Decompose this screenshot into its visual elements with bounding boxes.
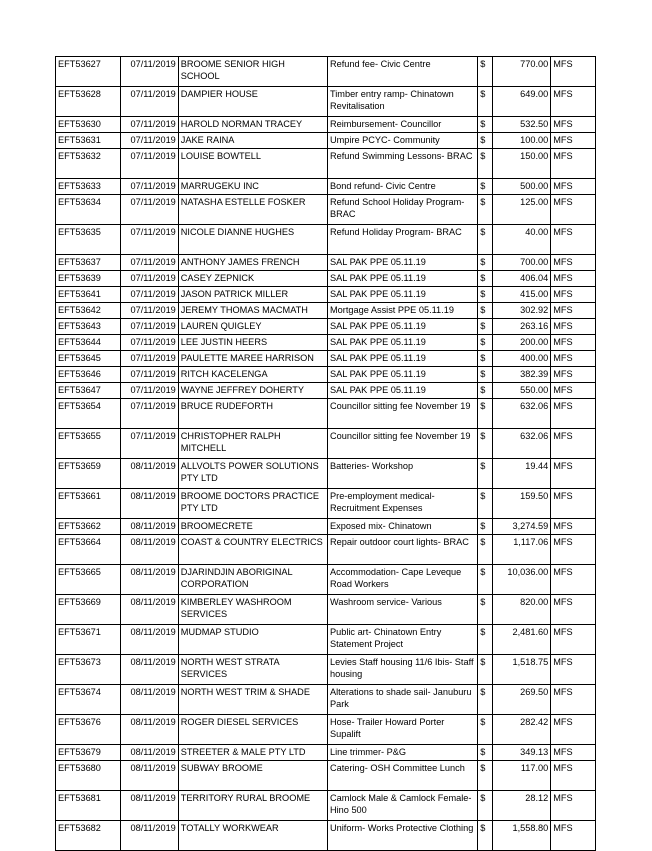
currency-cell: $ bbox=[478, 319, 493, 335]
reference-cell: EFT53680 bbox=[56, 761, 121, 791]
date-cell: 07/11/2019 bbox=[120, 195, 178, 225]
reference-cell: EFT53681 bbox=[56, 791, 121, 821]
currency-cell: $ bbox=[478, 459, 493, 489]
reference-cell: EFT53627 bbox=[56, 57, 121, 87]
amount-cell: 500.00 bbox=[493, 179, 551, 195]
description-cell: Repair outdoor court lights- BRAC bbox=[328, 535, 478, 565]
payee-cell: WAYNE JEFFREY DOHERTY bbox=[178, 383, 327, 399]
table-row bbox=[56, 335, 596, 351]
payee-cell: BROOME SENIOR HIGH SCHOOL bbox=[178, 57, 327, 87]
amount-cell: 100.00 bbox=[493, 133, 551, 149]
table-row bbox=[56, 535, 596, 565]
payee-cell: ALLVOLTS POWER SOLUTIONS PTY LTD bbox=[178, 459, 327, 489]
date-cell: 08/11/2019 bbox=[120, 459, 178, 489]
fund-cell: MFS bbox=[551, 459, 596, 489]
table-row bbox=[56, 271, 596, 287]
date-cell: 07/11/2019 bbox=[120, 149, 178, 179]
amount-cell: 263.16 bbox=[493, 319, 551, 335]
fund-cell: MFS bbox=[551, 149, 596, 179]
amount-cell: 406.04 bbox=[493, 271, 551, 287]
currency-cell: $ bbox=[478, 351, 493, 367]
table-row bbox=[56, 367, 596, 383]
table-row bbox=[56, 459, 596, 489]
amount-cell: 19.44 bbox=[493, 459, 551, 489]
amount-cell: 770.00 bbox=[493, 57, 551, 87]
description-cell: Refund fee- Civic Centre bbox=[328, 57, 478, 87]
description-cell: Line trimmer- P&G bbox=[328, 745, 478, 761]
description-cell: SAL PAK PPE 05.11.19 bbox=[328, 351, 478, 367]
table-row bbox=[56, 821, 596, 851]
currency-cell: $ bbox=[478, 179, 493, 195]
table-row bbox=[56, 303, 596, 319]
payee-cell: KIMBERLEY WASHROOM SERVICES bbox=[178, 595, 327, 625]
payee-cell: NORTH WEST TRIM & SHADE bbox=[178, 685, 327, 715]
date-cell: 08/11/2019 bbox=[120, 595, 178, 625]
table-row bbox=[56, 149, 596, 179]
payee-cell: NICOLE DIANNE HUGHES bbox=[178, 225, 327, 255]
table-row bbox=[56, 57, 596, 87]
reference-cell: EFT53641 bbox=[56, 287, 121, 303]
reference-cell: EFT53664 bbox=[56, 535, 121, 565]
fund-cell: MFS bbox=[551, 821, 596, 851]
date-cell: 07/11/2019 bbox=[120, 179, 178, 195]
reference-cell: EFT53665 bbox=[56, 565, 121, 595]
table-row bbox=[56, 255, 596, 271]
fund-cell: MFS bbox=[551, 133, 596, 149]
currency-cell: $ bbox=[478, 595, 493, 625]
payee-cell: RITCH KACELENGA bbox=[178, 367, 327, 383]
currency-cell: $ bbox=[478, 761, 493, 791]
description-cell: Public art- Chinatown Entry Statement Project bbox=[328, 625, 478, 655]
table-row bbox=[56, 179, 596, 195]
description-cell: Levies Staff housing 11/6 Ibis- Staff housing bbox=[328, 655, 478, 685]
currency-cell: $ bbox=[478, 821, 493, 851]
date-cell: 08/11/2019 bbox=[120, 565, 178, 595]
currency-cell: $ bbox=[478, 225, 493, 255]
currency-cell: $ bbox=[478, 303, 493, 319]
currency-cell: $ bbox=[478, 685, 493, 715]
amount-cell: 415.00 bbox=[493, 287, 551, 303]
date-cell: 08/11/2019 bbox=[120, 685, 178, 715]
payee-cell: SUBWAY BROOME bbox=[178, 761, 327, 791]
table-row bbox=[56, 565, 596, 595]
date-cell: 08/11/2019 bbox=[120, 489, 178, 519]
payee-cell: ROGER DIESEL SERVICES bbox=[178, 715, 327, 745]
fund-cell: MFS bbox=[551, 429, 596, 459]
description-cell: Hose- Trailer Howard Porter Supalift bbox=[328, 715, 478, 745]
date-cell: 07/11/2019 bbox=[120, 133, 178, 149]
payee-cell: TOTALLY WORKWEAR bbox=[178, 821, 327, 851]
date-cell: 07/11/2019 bbox=[120, 255, 178, 271]
payee-cell: DAMPIER HOUSE bbox=[178, 87, 327, 117]
reference-cell: EFT53662 bbox=[56, 519, 121, 535]
date-cell: 07/11/2019 bbox=[120, 399, 178, 429]
table-row bbox=[56, 655, 596, 685]
currency-cell: $ bbox=[478, 367, 493, 383]
table-row bbox=[56, 399, 596, 429]
fund-cell: MFS bbox=[551, 399, 596, 429]
description-cell: Umpire PCYC- Community bbox=[328, 133, 478, 149]
date-cell: 08/11/2019 bbox=[120, 745, 178, 761]
amount-cell: 159.50 bbox=[493, 489, 551, 519]
payee-cell: JASON PATRICK MILLER bbox=[178, 287, 327, 303]
fund-cell: MFS bbox=[551, 319, 596, 335]
fund-cell: MFS bbox=[551, 287, 596, 303]
amount-cell: 10,036.00 bbox=[493, 565, 551, 595]
date-cell: 08/11/2019 bbox=[120, 519, 178, 535]
fund-cell: MFS bbox=[551, 655, 596, 685]
description-cell: Uniform- Works Protective Clothing bbox=[328, 821, 478, 851]
currency-cell: $ bbox=[478, 117, 493, 133]
payee-cell: PAULETTE MAREE HARRISON bbox=[178, 351, 327, 367]
reference-cell: EFT53646 bbox=[56, 367, 121, 383]
date-cell: 07/11/2019 bbox=[120, 57, 178, 87]
date-cell: 08/11/2019 bbox=[120, 761, 178, 791]
currency-cell: $ bbox=[478, 519, 493, 535]
table-row bbox=[56, 87, 596, 117]
table-row bbox=[56, 117, 596, 133]
amount-cell: 125.00 bbox=[493, 195, 551, 225]
description-cell: SAL PAK PPE 05.11.19 bbox=[328, 255, 478, 271]
amount-cell: 269.50 bbox=[493, 685, 551, 715]
table-row bbox=[56, 595, 596, 625]
amount-cell: 3,274.59 bbox=[493, 519, 551, 535]
date-cell: 07/11/2019 bbox=[120, 383, 178, 399]
fund-cell: MFS bbox=[551, 225, 596, 255]
reference-cell: EFT53633 bbox=[56, 179, 121, 195]
amount-cell: 200.00 bbox=[493, 335, 551, 351]
currency-cell: $ bbox=[478, 565, 493, 595]
reference-cell: EFT53630 bbox=[56, 117, 121, 133]
reference-cell: EFT53673 bbox=[56, 655, 121, 685]
currency-cell: $ bbox=[478, 335, 493, 351]
reference-cell: EFT53679 bbox=[56, 745, 121, 761]
currency-cell: $ bbox=[478, 383, 493, 399]
fund-cell: MFS bbox=[551, 715, 596, 745]
payee-cell: NATASHA ESTELLE FOSKER bbox=[178, 195, 327, 225]
date-cell: 07/11/2019 bbox=[120, 335, 178, 351]
payee-cell: LOUISE BOWTELL bbox=[178, 149, 327, 179]
currency-cell: $ bbox=[478, 655, 493, 685]
amount-cell: 700.00 bbox=[493, 255, 551, 271]
payee-cell: JEREMY THOMAS MACMATH bbox=[178, 303, 327, 319]
fund-cell: MFS bbox=[551, 179, 596, 195]
reference-cell: EFT53634 bbox=[56, 195, 121, 225]
description-cell: Reimbursement- Councillor bbox=[328, 117, 478, 133]
table-row bbox=[56, 383, 596, 399]
payee-cell: HAROLD NORMAN TRACEY bbox=[178, 117, 327, 133]
table-row bbox=[56, 519, 596, 535]
payee-cell: STREETER & MALE PTY LTD bbox=[178, 745, 327, 761]
fund-cell: MFS bbox=[551, 383, 596, 399]
currency-cell: $ bbox=[478, 399, 493, 429]
amount-cell: 28.12 bbox=[493, 791, 551, 821]
reference-cell: EFT53628 bbox=[56, 87, 121, 117]
table-row bbox=[56, 489, 596, 519]
fund-cell: MFS bbox=[551, 535, 596, 565]
currency-cell: $ bbox=[478, 195, 493, 225]
currency-cell: $ bbox=[478, 149, 493, 179]
payee-cell: MARRUGEKU INC bbox=[178, 179, 327, 195]
currency-cell: $ bbox=[478, 57, 493, 87]
fund-cell: MFS bbox=[551, 117, 596, 133]
date-cell: 07/11/2019 bbox=[120, 367, 178, 383]
description-cell: Refund Swimming Lessons- BRAC bbox=[328, 149, 478, 179]
fund-cell: MFS bbox=[551, 791, 596, 821]
reference-cell: EFT53644 bbox=[56, 335, 121, 351]
description-cell: SAL PAK PPE 05.11.19 bbox=[328, 271, 478, 287]
reference-cell: EFT53631 bbox=[56, 133, 121, 149]
date-cell: 08/11/2019 bbox=[120, 625, 178, 655]
fund-cell: MFS bbox=[551, 351, 596, 367]
fund-cell: MFS bbox=[551, 367, 596, 383]
fund-cell: MFS bbox=[551, 595, 596, 625]
currency-cell: $ bbox=[478, 87, 493, 117]
currency-cell: $ bbox=[478, 489, 493, 519]
payee-cell: DJARINDJIN ABORIGINAL CORPORATION bbox=[178, 565, 327, 595]
description-cell: Washroom service- Various bbox=[328, 595, 478, 625]
fund-cell: MFS bbox=[551, 519, 596, 535]
currency-cell: $ bbox=[478, 745, 493, 761]
payee-cell: BROOMECRETE bbox=[178, 519, 327, 535]
date-cell: 08/11/2019 bbox=[120, 715, 178, 745]
table-row bbox=[56, 715, 596, 745]
amount-cell: 349.13 bbox=[493, 745, 551, 761]
amount-cell: 150.00 bbox=[493, 149, 551, 179]
reference-cell: EFT53637 bbox=[56, 255, 121, 271]
currency-cell: $ bbox=[478, 429, 493, 459]
description-cell: Councillor sitting fee November 19 bbox=[328, 429, 478, 459]
table-row bbox=[56, 225, 596, 255]
payee-cell: COAST & COUNTRY ELECTRICS bbox=[178, 535, 327, 565]
currency-cell: $ bbox=[478, 133, 493, 149]
fund-cell: MFS bbox=[551, 255, 596, 271]
currency-cell: $ bbox=[478, 625, 493, 655]
description-cell: SAL PAK PPE 05.11.19 bbox=[328, 383, 478, 399]
description-cell: Accommodation- Cape Leveque Road Workers bbox=[328, 565, 478, 595]
table-row bbox=[56, 761, 596, 791]
amount-cell: 2,481.60 bbox=[493, 625, 551, 655]
fund-cell: MFS bbox=[551, 625, 596, 655]
date-cell: 07/11/2019 bbox=[120, 271, 178, 287]
currency-cell: $ bbox=[478, 791, 493, 821]
description-cell: Mortgage Assist PPE 05.11.19 bbox=[328, 303, 478, 319]
description-cell: Refund School Holiday Program- BRAC bbox=[328, 195, 478, 225]
date-cell: 07/11/2019 bbox=[120, 117, 178, 133]
table-row bbox=[56, 685, 596, 715]
table-row bbox=[56, 195, 596, 225]
payee-cell: TERRITORY RURAL BROOME bbox=[178, 791, 327, 821]
reference-cell: EFT53682 bbox=[56, 821, 121, 851]
table-row bbox=[56, 625, 596, 655]
amount-cell: 302.92 bbox=[493, 303, 551, 319]
currency-cell: $ bbox=[478, 287, 493, 303]
date-cell: 08/11/2019 bbox=[120, 821, 178, 851]
currency-cell: $ bbox=[478, 271, 493, 287]
fund-cell: MFS bbox=[551, 57, 596, 87]
description-cell: Batteries- Workshop bbox=[328, 459, 478, 489]
date-cell: 07/11/2019 bbox=[120, 287, 178, 303]
fund-cell: MFS bbox=[551, 303, 596, 319]
fund-cell: MFS bbox=[551, 761, 596, 791]
payee-cell: JAKE RAINA bbox=[178, 133, 327, 149]
date-cell: 07/11/2019 bbox=[120, 351, 178, 367]
amount-cell: 649.00 bbox=[493, 87, 551, 117]
date-cell: 07/11/2019 bbox=[120, 225, 178, 255]
date-cell: 07/11/2019 bbox=[120, 303, 178, 319]
fund-cell: MFS bbox=[551, 685, 596, 715]
amount-cell: 1,558.80 bbox=[493, 821, 551, 851]
fund-cell: MFS bbox=[551, 489, 596, 519]
description-cell: Catering- OSH Committee Lunch bbox=[328, 761, 478, 791]
description-cell: Timber entry ramp- Chinatown Revitalisation bbox=[328, 87, 478, 117]
amount-cell: 382.39 bbox=[493, 367, 551, 383]
payee-cell: LAUREN QUIGLEY bbox=[178, 319, 327, 335]
table-row bbox=[56, 133, 596, 149]
fund-cell: MFS bbox=[551, 335, 596, 351]
amount-cell: 632.06 bbox=[493, 429, 551, 459]
payee-cell: CASEY ZEPNICK bbox=[178, 271, 327, 287]
date-cell: 07/11/2019 bbox=[120, 429, 178, 459]
amount-cell: 532.50 bbox=[493, 117, 551, 133]
date-cell: 08/11/2019 bbox=[120, 655, 178, 685]
payments-table bbox=[55, 56, 596, 851]
currency-cell: $ bbox=[478, 535, 493, 565]
description-cell: Pre-employment medical- Recruitment Expenses bbox=[328, 489, 478, 519]
reference-cell: EFT53669 bbox=[56, 595, 121, 625]
reference-cell: EFT53639 bbox=[56, 271, 121, 287]
reference-cell: EFT53676 bbox=[56, 715, 121, 745]
currency-cell: $ bbox=[478, 255, 493, 271]
description-cell: Exposed mix- Chinatown bbox=[328, 519, 478, 535]
reference-cell: EFT53632 bbox=[56, 149, 121, 179]
description-cell: Refund Holiday Program- BRAC bbox=[328, 225, 478, 255]
description-cell: Camlock Male & Camlock Female- Hino 500 bbox=[328, 791, 478, 821]
table-row bbox=[56, 745, 596, 761]
payments-table-body bbox=[56, 57, 596, 851]
description-cell: Alterations to shade sail- Januburu Park bbox=[328, 685, 478, 715]
reference-cell: EFT53654 bbox=[56, 399, 121, 429]
reference-cell: EFT53642 bbox=[56, 303, 121, 319]
table-row bbox=[56, 429, 596, 459]
payee-cell: NORTH WEST STRATA SERVICES bbox=[178, 655, 327, 685]
payee-cell: ANTHONY JAMES FRENCH bbox=[178, 255, 327, 271]
fund-cell: MFS bbox=[551, 745, 596, 761]
fund-cell: MFS bbox=[551, 271, 596, 287]
payee-cell: MUDMAP STUDIO bbox=[178, 625, 327, 655]
amount-cell: 632.06 bbox=[493, 399, 551, 429]
date-cell: 07/11/2019 bbox=[120, 319, 178, 335]
amount-cell: 400.00 bbox=[493, 351, 551, 367]
date-cell: 07/11/2019 bbox=[120, 87, 178, 117]
description-cell: SAL PAK PPE 05.11.19 bbox=[328, 335, 478, 351]
amount-cell: 40.00 bbox=[493, 225, 551, 255]
table-row bbox=[56, 319, 596, 335]
table-row bbox=[56, 351, 596, 367]
amount-cell: 1,518.75 bbox=[493, 655, 551, 685]
amount-cell: 1,117.06 bbox=[493, 535, 551, 565]
amount-cell: 282.42 bbox=[493, 715, 551, 745]
payee-cell: CHRISTOPHER RALPH MITCHELL bbox=[178, 429, 327, 459]
reference-cell: EFT53659 bbox=[56, 459, 121, 489]
reference-cell: EFT53671 bbox=[56, 625, 121, 655]
amount-cell: 820.00 bbox=[493, 595, 551, 625]
payee-cell: BRUCE RUDEFORTH bbox=[178, 399, 327, 429]
date-cell: 08/11/2019 bbox=[120, 535, 178, 565]
reference-cell: EFT53635 bbox=[56, 225, 121, 255]
payee-cell: LEE JUSTIN HEERS bbox=[178, 335, 327, 351]
fund-cell: MFS bbox=[551, 87, 596, 117]
reference-cell: EFT53647 bbox=[56, 383, 121, 399]
date-cell: 08/11/2019 bbox=[120, 791, 178, 821]
fund-cell: MFS bbox=[551, 565, 596, 595]
amount-cell: 117.00 bbox=[493, 761, 551, 791]
table-row bbox=[56, 791, 596, 821]
description-cell: SAL PAK PPE 05.11.19 bbox=[328, 287, 478, 303]
description-cell: SAL PAK PPE 05.11.19 bbox=[328, 367, 478, 383]
reference-cell: EFT53661 bbox=[56, 489, 121, 519]
description-cell: Bond refund- Civic Centre bbox=[328, 179, 478, 195]
reference-cell: EFT53674 bbox=[56, 685, 121, 715]
currency-cell: $ bbox=[478, 715, 493, 745]
description-cell: Councillor sitting fee November 19 bbox=[328, 399, 478, 429]
payee-cell: BROOME DOCTORS PRACTICE PTY LTD bbox=[178, 489, 327, 519]
fund-cell: MFS bbox=[551, 195, 596, 225]
table-row bbox=[56, 287, 596, 303]
amount-cell: 550.00 bbox=[493, 383, 551, 399]
reference-cell: EFT53655 bbox=[56, 429, 121, 459]
description-cell: SAL PAK PPE 05.11.19 bbox=[328, 319, 478, 335]
reference-cell: EFT53645 bbox=[56, 351, 121, 367]
reference-cell: EFT53643 bbox=[56, 319, 121, 335]
